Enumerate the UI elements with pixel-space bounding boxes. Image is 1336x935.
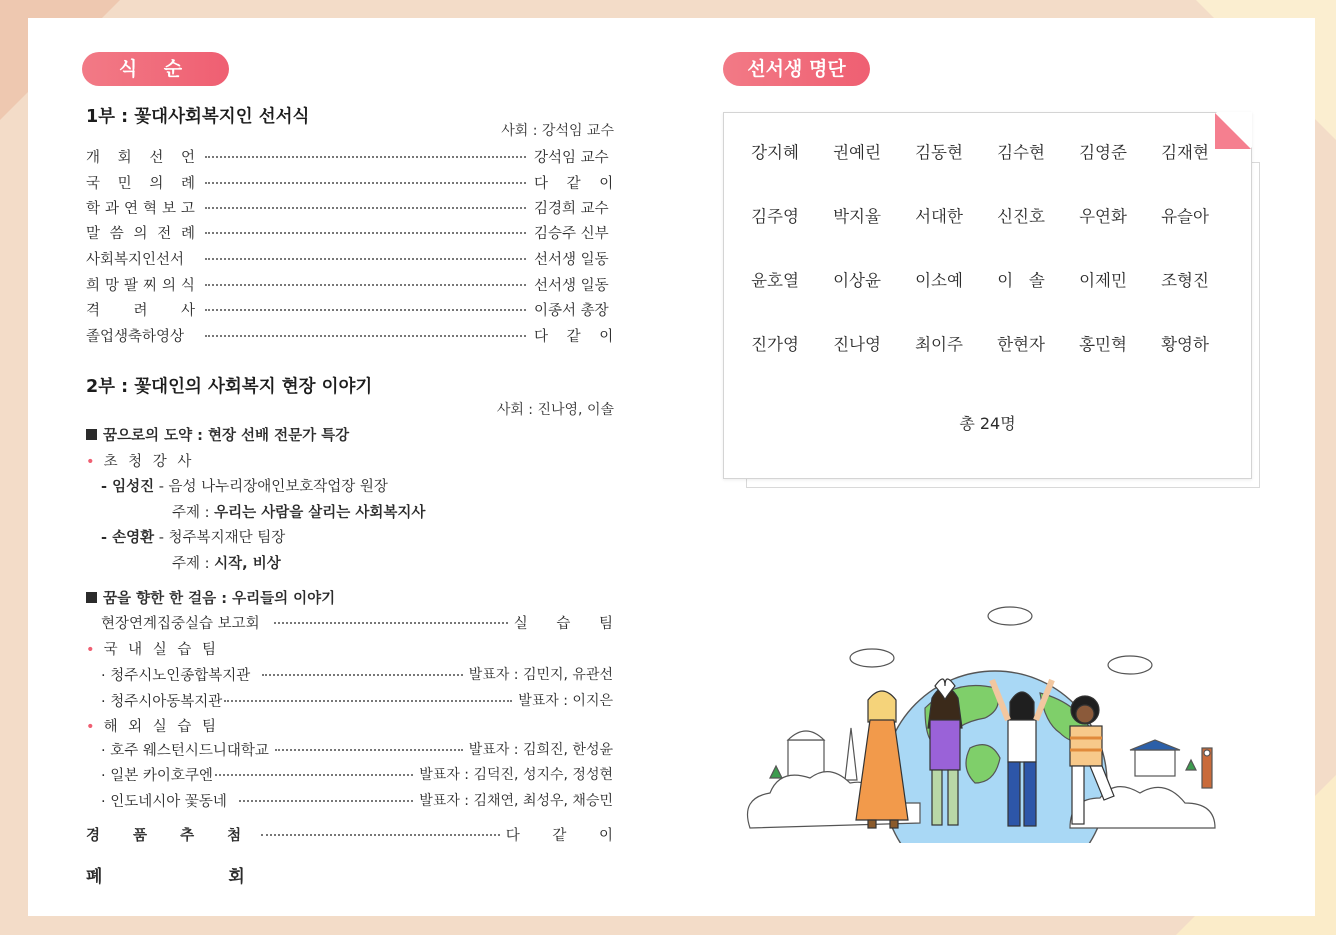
- team-presenters: 발표자 : 김희진, 한성윤: [468, 742, 613, 758]
- program-row-value: 선서생 일동: [534, 277, 609, 294]
- program-row: [86, 171, 614, 193]
- team-name: · 인도네시아 꽃동네: [101, 793, 227, 810]
- raffle-label: 경 품 추 첨: [86, 827, 256, 844]
- team-row: [101, 738, 613, 760]
- graduate-name: 최이주: [915, 335, 963, 354]
- leader-dots: [224, 700, 512, 702]
- graduate-name: 이제민: [1079, 271, 1127, 290]
- program-row: [86, 273, 614, 295]
- report-label: 현장연계집중실습 보고회: [101, 615, 260, 632]
- leader-dots: [275, 749, 463, 751]
- name-card: [723, 112, 1252, 479]
- leader-dots: [239, 800, 413, 802]
- team-presenters: 발표자 : 김민지, 유관선: [468, 667, 613, 683]
- program-row-label: 졸업생축하영상: [86, 328, 185, 345]
- report-value: 실 습 팀: [513, 615, 625, 632]
- square-bullet-icon: [86, 592, 97, 603]
- team-presenters: 발표자 : 이지은: [518, 693, 613, 709]
- dot-bullet-icon: •: [86, 642, 98, 658]
- program-row: [86, 324, 614, 346]
- program-row-label: 사회복지인선서: [86, 251, 185, 268]
- graduate-name: 이상윤: [833, 271, 881, 290]
- section-leap-heading: 꿈으로의 도약 : 현장 선배 전문가 특강: [86, 424, 349, 445]
- total-count: 총 24명: [959, 414, 1016, 433]
- program-row-value: 이종서 총장: [534, 302, 609, 319]
- square-bullet-icon: [86, 429, 97, 440]
- program-row: [86, 221, 614, 243]
- program-row-value: 김경희 교수: [534, 200, 609, 217]
- graduate-name: 한현자: [997, 335, 1045, 354]
- graduate-name: 김주영: [751, 207, 799, 226]
- leader-dots: [205, 182, 526, 184]
- program-row-value: 다 같 이: [534, 328, 614, 345]
- speaker2-topic: 주제 : 시작, 비상: [172, 556, 281, 572]
- graduate-name: 황영하: [1161, 335, 1209, 354]
- team-row: [101, 663, 613, 685]
- graduate-name: 김영준: [1079, 143, 1127, 162]
- speaker1-line: - 임성진 - 음성 나누리장애인보호작업장 원장: [101, 479, 388, 495]
- team-name: · 호주 웨스턴시드니대학교: [101, 742, 269, 759]
- program-badge: 식 순: [82, 52, 229, 86]
- program-row-label: 국 민 의 례: [86, 175, 195, 192]
- program-row-label: 개 회 선 언: [86, 149, 195, 166]
- graduate-name: 신진호: [997, 207, 1045, 226]
- graduate-name: 우연화: [1079, 207, 1127, 226]
- team-name: · 청주시노인종합복지관: [101, 667, 251, 684]
- team-name: · 청주시아동복지관: [101, 693, 223, 710]
- globe-people-illustration: [740, 598, 1240, 843]
- graduate-name: 조형진: [1161, 271, 1209, 290]
- dot-bullet-icon: •: [86, 719, 98, 735]
- graduate-name: 김동현: [915, 143, 963, 162]
- graduate-name: 윤호열: [751, 271, 799, 290]
- graduates-badge: 선서생 명단: [723, 52, 870, 86]
- program-row: [86, 145, 614, 167]
- team-presenters: 발표자 : 김채연, 최성우, 채승민: [419, 793, 613, 809]
- graduate-name: 서대한: [915, 207, 963, 226]
- leader-dots: [205, 207, 526, 209]
- raffle-value: 다 같 이: [505, 827, 627, 844]
- leader-dots: [205, 335, 526, 337]
- graduate-name: 유슬아: [1161, 207, 1209, 226]
- program-row-label: 격 려 사: [86, 302, 195, 319]
- leader-dots: [215, 774, 413, 776]
- invited-speakers-label: • 초 청 강 사: [86, 454, 195, 470]
- team-presenters: 발표자 : 김덕진, 성지수, 정성현: [419, 767, 613, 783]
- cloud-icon: [850, 607, 1152, 674]
- raffle-row: [86, 823, 627, 845]
- program-row-label: 말 씀 의 전 례: [86, 225, 195, 242]
- leader-dots: [262, 674, 462, 676]
- team-row: [101, 689, 613, 711]
- speaker1-topic: 주제 : 우리는 사람을 살리는 사회복지사: [172, 505, 426, 521]
- part1-host: 사회 : 강석임 교수: [501, 123, 614, 139]
- leader-dots: [274, 622, 508, 624]
- program-row: [86, 298, 614, 320]
- report-row: [101, 611, 625, 633]
- program-row-value: 선서생 일동: [534, 251, 609, 268]
- part2-title: 2부 : 꽃대인의 사회복지 현장 이야기: [86, 377, 373, 397]
- leader-dots: [261, 834, 500, 836]
- part2-host: 사회 : 진나영, 이솔: [496, 402, 614, 418]
- graduate-name: 김재현: [1161, 143, 1209, 162]
- speaker2-line: - 손영환 - 청주복지재단 팀장: [101, 530, 286, 546]
- graduate-name: 이 솔: [997, 271, 1045, 290]
- program-row-value: 강석임 교수: [534, 149, 609, 166]
- section-step-heading: 꿈을 향한 한 걸음 : 우리들의 이야기: [86, 587, 335, 608]
- program-row-label: 학 과 연 혁 보 고: [86, 200, 195, 217]
- graduate-name: 이소예: [915, 271, 963, 290]
- program-row: [86, 247, 614, 269]
- closing-label: 폐 회: [86, 867, 305, 887]
- program-row: [86, 196, 614, 218]
- part1-title: 1부 : 꽃대사회복지인 선서식: [86, 107, 310, 127]
- program-row-label: 희 망 팔 찌 의 식: [86, 277, 195, 294]
- leader-dots: [205, 232, 526, 234]
- leader-dots: [205, 258, 526, 260]
- overseas-team-label: • 해 외 실 습 팀: [86, 719, 220, 735]
- program-row-value: 김승주 신부: [534, 225, 609, 242]
- program-row-value: 다 같 이: [534, 175, 614, 192]
- graduate-name: 김수현: [997, 143, 1045, 162]
- dot-bullet-icon: •: [86, 454, 98, 470]
- graduate-name: 홍민혁: [1079, 335, 1127, 354]
- graduate-name-grid: [734, 141, 1234, 357]
- leader-dots: [205, 156, 526, 158]
- graduate-name: 진나영: [833, 335, 881, 354]
- team-row: [101, 763, 613, 785]
- domestic-team-label: • 국 내 실 습 팀: [86, 642, 220, 658]
- team-name: · 일본 카이호쿠엔: [101, 767, 213, 784]
- leader-dots: [205, 309, 526, 311]
- leader-dots: [205, 284, 526, 286]
- graduate-name: 권예린: [833, 143, 881, 162]
- graduate-name: 진가영: [751, 335, 799, 354]
- graduate-name: 강지혜: [751, 143, 799, 162]
- team-row: [101, 789, 613, 811]
- graduate-name: 박지율: [833, 207, 881, 226]
